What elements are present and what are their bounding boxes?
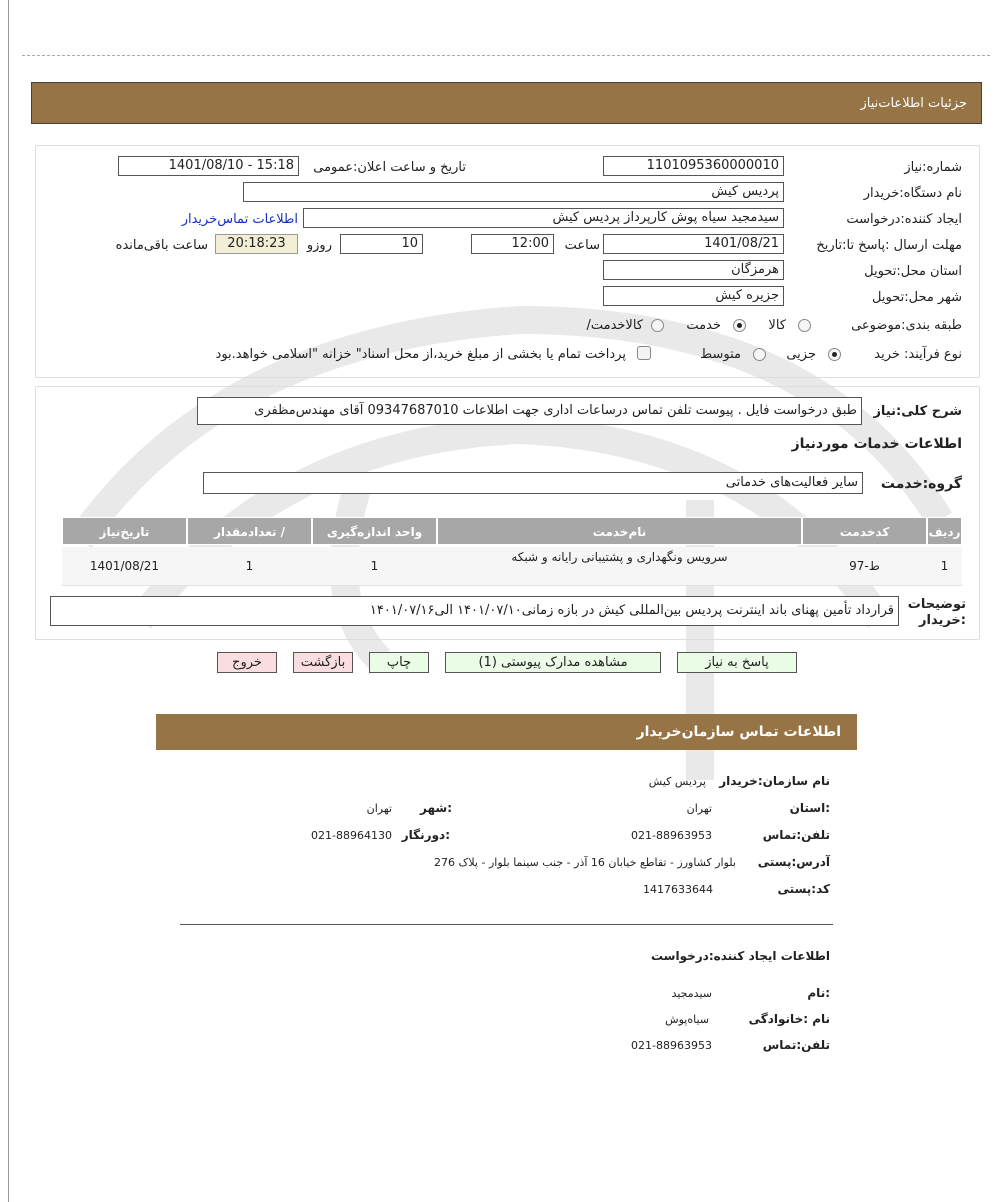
treasury-payment-checkbox[interactable]: [637, 346, 651, 360]
creator-section-title: اطلاعات ایجاد کننده:درخواست: [650, 949, 830, 963]
deadline-time-field: 12:00: [471, 234, 554, 254]
contact-city-label: :شهر: [420, 801, 452, 815]
category-goods-radio[interactable]: [798, 319, 811, 332]
col-header-service-name: نام‌خدمت: [437, 517, 802, 545]
col-header-unit: واحد اندازه‌گیری: [312, 517, 437, 545]
creator-label: ایجاد کننده:درخواست: [846, 212, 962, 227]
process-medium-label: متوسط: [700, 347, 741, 362]
contact-section-header: [156, 714, 857, 750]
service-group-field: سایر فعالیت‌های خدماتی: [203, 472, 863, 494]
creator-name-value: سیدمجید: [671, 987, 712, 1000]
category-label: طبقه بندی:موضوعی: [851, 318, 962, 333]
section-divider: [180, 924, 833, 925]
cell-row-no: 1: [940, 559, 949, 573]
need-no-label: شماره:نیاز: [904, 160, 962, 175]
city-label: شهر محل:تحویل: [872, 290, 962, 305]
process-minor-label: جزیی: [786, 347, 816, 362]
category-goods-service-radio[interactable]: [651, 319, 664, 332]
services-table: [62, 517, 962, 585]
creator-family-label: نام :خانوادگی: [748, 1012, 830, 1026]
contact-postal-value: 1417633644: [643, 883, 713, 896]
page-left-border: [8, 0, 9, 1202]
creator-name-label: :نام: [807, 986, 830, 1000]
contact-address-value: بلوار کشاورز - تقاطع خیابان 16 آذر - جنب سینما بلوار - پلاک 276: [434, 856, 736, 869]
process-medium-radio[interactable]: [753, 348, 766, 361]
col-header-service-code: کدخدمت: [802, 517, 927, 545]
contact-postal-label: کد:پستی: [777, 882, 830, 896]
days-label: روزو: [306, 238, 332, 253]
creator-phone-label: تلفن:تماس: [762, 1038, 830, 1052]
need-no-field: 1101095360000010: [603, 156, 784, 176]
contact-fax-value: 021-88964130: [311, 829, 392, 842]
cell-quantity: 1: [245, 559, 254, 573]
city-field: جزیره کیش: [603, 286, 784, 306]
contact-city-value: تهران: [366, 802, 392, 815]
col-header-need-date: تاریخ‌نیاز: [62, 517, 187, 545]
deadline-date-field: 1401/08/21: [603, 234, 784, 254]
service-group-label: گروه:خدمت: [880, 476, 962, 492]
creator-family-value: سیاه‌پوش: [665, 1013, 709, 1026]
announce-label: تاریخ و ساعت اعلان:عمومی: [313, 160, 466, 175]
exit-button[interactable]: خروج: [217, 652, 277, 673]
print-button[interactable]: چاپ: [369, 652, 429, 673]
category-service-label: خدمت: [686, 318, 721, 333]
contact-org-label: نام سازمان:خریدار: [719, 774, 830, 788]
buyer-label: نام دستگاه:خریدار: [863, 186, 962, 201]
contact-province-label: :استان: [789, 801, 830, 815]
details-header-bar: [31, 82, 982, 124]
cell-service-name: سرویس ونگهداری و پشتیبانی رایانه و شبکه: [511, 550, 728, 564]
description-label: شرح کلی:نیاز: [873, 404, 962, 419]
description-field: طبق درخواست فایل . پیوست تلفن تماس درساعات اداری جهت اطلاعات 09347687010 آقای مهندس‌مظفری: [197, 397, 862, 425]
days-field: 10: [340, 234, 423, 254]
cell-unit: 1: [370, 559, 379, 573]
buyer-notes-label: توضیحات :خریدار: [907, 597, 966, 628]
province-field: هرمزگان: [603, 260, 784, 280]
process-label: نوع فرآیند: خرید: [874, 347, 962, 362]
category-goods-label: کالا: [768, 318, 786, 333]
buyer-contact-link[interactable]: اطلاعات تماس‌خریدار: [181, 212, 298, 227]
deadline-label: مهلت ارسال :پاسخ تا:تاریخ: [816, 238, 962, 253]
buyer-notes-field: قرارداد تأمین پهنای باند اینترنت پردیس بین‌المللی کیش در بازه زمانی۱۴۰۱/۰۷/۱۰ الی۱۴۰۱/۰۷/۱۶: [50, 596, 899, 626]
contact-phone-value: 021-88963953: [631, 829, 712, 842]
category-goods-service-label: /کالاخدمت: [586, 318, 643, 333]
creator-field: سیدمجید سیاه پوش کارپرداز پردیس کیش: [303, 208, 784, 228]
reply-button[interactable]: پاسخ به نیاز: [677, 652, 797, 673]
contact-province-value: تهران: [686, 802, 712, 815]
announce-field: 1401/08/10 - 15:18: [118, 156, 299, 176]
contact-org-value: پردیس کیش: [648, 775, 706, 788]
services-title: اطلاعات خدمات موردنیاز: [791, 436, 962, 452]
col-header-quantity: / تعدادمقدار: [187, 517, 312, 545]
buyer-field: پردیس کیش: [243, 182, 784, 202]
top-dashed-divider: [22, 55, 990, 56]
table-row: [62, 547, 962, 586]
deadline-hour-label: ساعت: [564, 238, 600, 253]
contact-address-label: آدرس:پستی: [757, 855, 830, 869]
contact-phone-label: تلفن:تماس: [762, 828, 830, 842]
process-minor-radio[interactable]: [828, 348, 841, 361]
cell-need-date: 1401/08/21: [89, 559, 160, 573]
remaining-time-field: 20:18:23: [215, 234, 298, 254]
back-button[interactable]: بازگشت: [293, 652, 353, 673]
col-header-row: ردیف: [927, 517, 962, 545]
cell-service-code: ط-97: [849, 559, 880, 573]
province-label: استان محل:تحویل: [864, 264, 962, 279]
contact-fax-label: :دورنگار: [401, 828, 450, 842]
treasury-payment-note: پرداخت تمام یا بخشی از مبلغ خرید،از محل اسناد" خزانه "اسلامی خواهد.بود: [215, 347, 626, 362]
creator-phone-value: 021-88963953: [631, 1039, 712, 1052]
need-info-panel: [35, 145, 980, 378]
category-service-radio[interactable]: [733, 319, 746, 332]
view-attachments-button[interactable]: مشاهده مدارک پیوستی (1): [445, 652, 661, 673]
remaining-label: ساعت باقی‌مانده: [115, 238, 208, 253]
details-header-title: جزئیات اطلاعات‌نیاز: [860, 96, 967, 111]
contact-section-title: اطلاعات تماس سازمان‌خریدار: [636, 724, 841, 740]
